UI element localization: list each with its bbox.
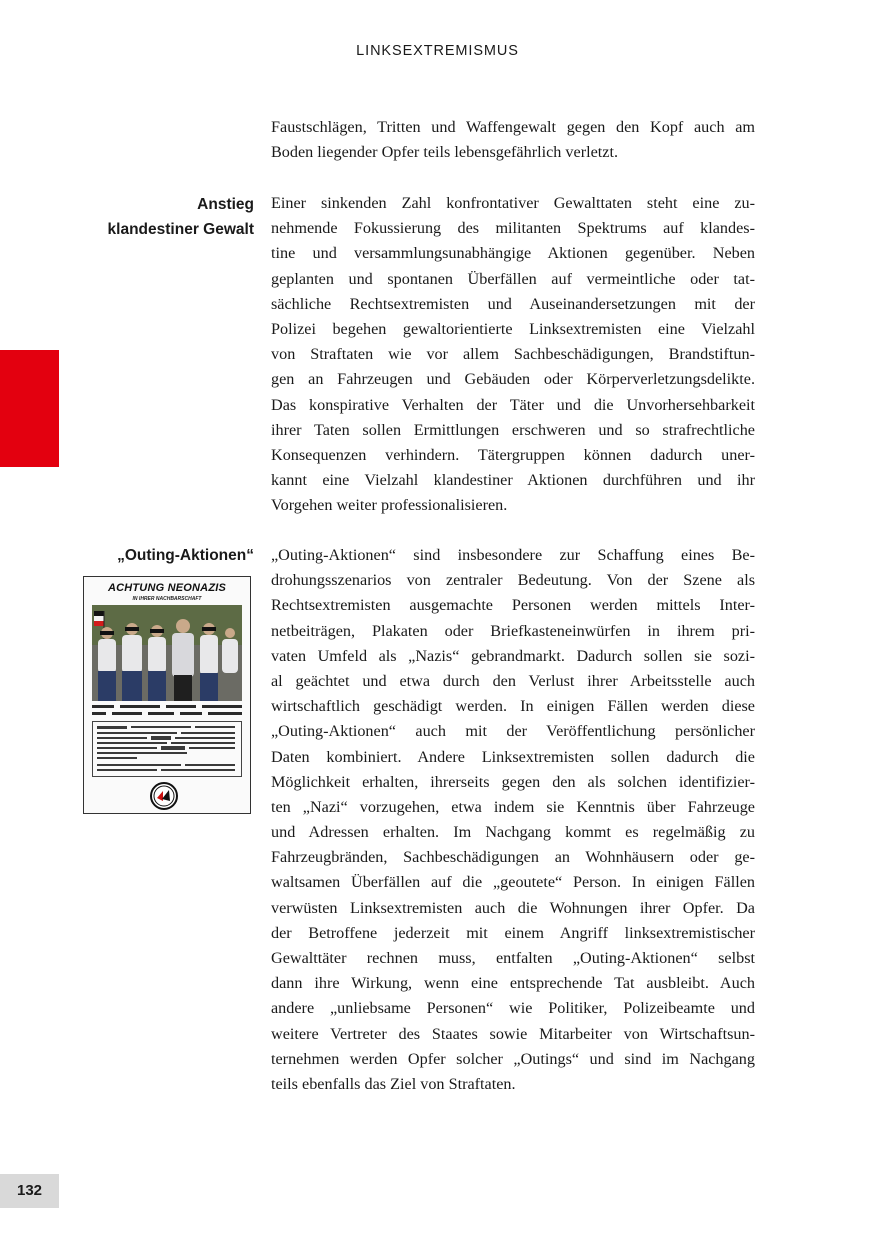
text-line: Gewalttäter rechnen muss, entfalten „Outing-Aktionen“ selbst [271, 949, 755, 967]
text-line: tine und versammlungsunabhängige Aktionen gegenüber. Neben [271, 244, 755, 263]
heading-line: „Outing-Aktionen“ [117, 547, 254, 564]
redacted-strip [148, 712, 174, 715]
text-line: Faustschlägen, Tritten und Waffengewalt gegen den Kopf auch am [271, 118, 755, 136]
redacted-strip [208, 712, 242, 715]
text-line: Möglichkeit erhalten, ihrerseits gegen den als solchen identifizier- [271, 772, 755, 791]
redacted-strip [180, 712, 202, 715]
text-line: drohungsszenarios von zentraler Bedeutung. Von der Szene als [271, 571, 755, 590]
text-line: Einer sinkenden Zahl konfrontativer Gewalttaten steht eine zu- [271, 194, 755, 212]
text-line: Polizei begehen gewaltorientierte Linksextremisten eine Vielzahl [271, 319, 755, 338]
redacted-strip [92, 712, 106, 715]
redacted-strip [92, 705, 114, 708]
poster-photo [92, 605, 242, 701]
side-heading-outing [54, 543, 254, 568]
text-line: Daten kombiniert. Andere Linksextremisten sollen dadurch die [271, 747, 755, 766]
text-line: sächliche Rechtsextremisten und Auseinandersetzungen mit der [271, 294, 755, 313]
text-line: Boden liegender Opfer teils lebensgefährlich verletzt. [271, 143, 618, 162]
text-line: Rechtsextremisten ausgemachte Personen werden mittels Inter- [271, 596, 755, 615]
antifa-emblem-icon [150, 782, 178, 810]
text-line: und Adressen erhalten. Im Nachgang kommt es regelmäßig zu [271, 823, 755, 842]
redacted-strip [166, 705, 196, 708]
crowd-photo-illustration [92, 605, 242, 701]
text-line: Das konspirative Verhalten der Täter und die Unvorhersehbarkeit [271, 395, 755, 414]
text-line: ihrer Taten sollen Ermittlungen erschweren und so strafrechtliche [271, 420, 755, 439]
redacted-strip [202, 705, 242, 708]
text-line: weitere Vertreter des Staates sowie Mitarbeiter von Wirtschaftsun- [271, 1024, 755, 1043]
text-line: teils ebenfalls das Ziel von Straftaten. [271, 1074, 516, 1093]
text-line: von Straftaten wie vor allem Sachbeschädigungen, Brandstiftun- [271, 345, 755, 364]
text-line: verwüsten Linksextremisten auch die Wohnungen ihrer Opfer. Da [271, 898, 755, 917]
heading-line: klandestiner Gewalt [107, 221, 254, 239]
running-header: LINKSEXTREMISMUS [356, 43, 519, 59]
text-line: gen an Fahrzeugen und Gebäuden oder Körperverletzungsdelikte. [271, 370, 755, 389]
text-line: andere „unliebsame Personen“ wie Politiker, Polizeibeamte und [271, 999, 755, 1018]
paragraph-anstieg [271, 191, 755, 518]
text-line: kannt eine Vielzahl klandestiner Aktionen durchführen und ihr [271, 471, 755, 490]
outing-poster-figure [83, 576, 251, 814]
text-line: geplanten und spontanen Überfällen auf vermeintliche oder tat- [271, 269, 755, 288]
heading-line: Anstieg [197, 196, 254, 213]
text-line: Vorgehen weiter professionalisieren. [271, 496, 508, 515]
text-line: nehmende Fokussierung des militanten Spektrums auf klandes- [271, 219, 755, 238]
intro-paragraph [271, 115, 755, 165]
text-line: dann ihre Wirkung, wenn eine entsprechende Tat ausbleibt. Auch [271, 974, 755, 993]
page-number: 132 [0, 1174, 59, 1208]
redacted-strip [112, 712, 142, 715]
text-line: Konsequenzen verhindern. Tätergruppen können dadurch uner- [271, 445, 755, 464]
poster-subtitle: IN IHRER NACHBARSCHAFT [132, 596, 202, 602]
text-line: Fahrzeugbränden, Sachbeschädigungen an Wohnhäusern oder ge- [271, 848, 755, 867]
chapter-color-tab [0, 350, 59, 467]
paragraph-outing [271, 543, 755, 1097]
text-line: ten „Nazi“ vorzugehen, etwa indem sie Kenntnis über Fahrzeuge [271, 797, 755, 816]
text-line: netbeiträgen, Plakaten oder Briefkasteneinwürfen in ihrem pri- [271, 621, 755, 640]
redacted-text-lines [93, 722, 241, 776]
redacted-strip [120, 705, 160, 708]
text-line: „Outing-Aktionen“ sind insbesondere zur Schaffung eines Be- [271, 546, 755, 564]
text-line: wirtschaftlich geschädigt werden. In einigen Fällen werden diese [271, 697, 755, 716]
text-line: waltsamen Überfällen auf die „geoutete“ Person. In einigen Fällen [271, 873, 755, 892]
poster-title: ACHTUNG NEONAZIS [107, 582, 227, 594]
text-line: vaten Umfeld als „Nazis“ gebrandmarkt. Dadurch sollen sie sozi- [271, 646, 755, 665]
poster-text-block [92, 721, 242, 777]
side-heading-anstieg [54, 192, 254, 242]
text-line: ternehmen werden Opfer solcher „Outings“ und sind im Nachgang [271, 1049, 755, 1068]
text-line: der Betroffene jederzeit mit einem Angriff linksextremistischer [271, 923, 755, 942]
text-line: al geächtet und etwa durch den Verlust ihrer Arbeitsstelle auch [271, 671, 755, 690]
text-line: „Outing-Aktionen“ auch mit der Veröffentlichung persönlicher [271, 722, 755, 741]
